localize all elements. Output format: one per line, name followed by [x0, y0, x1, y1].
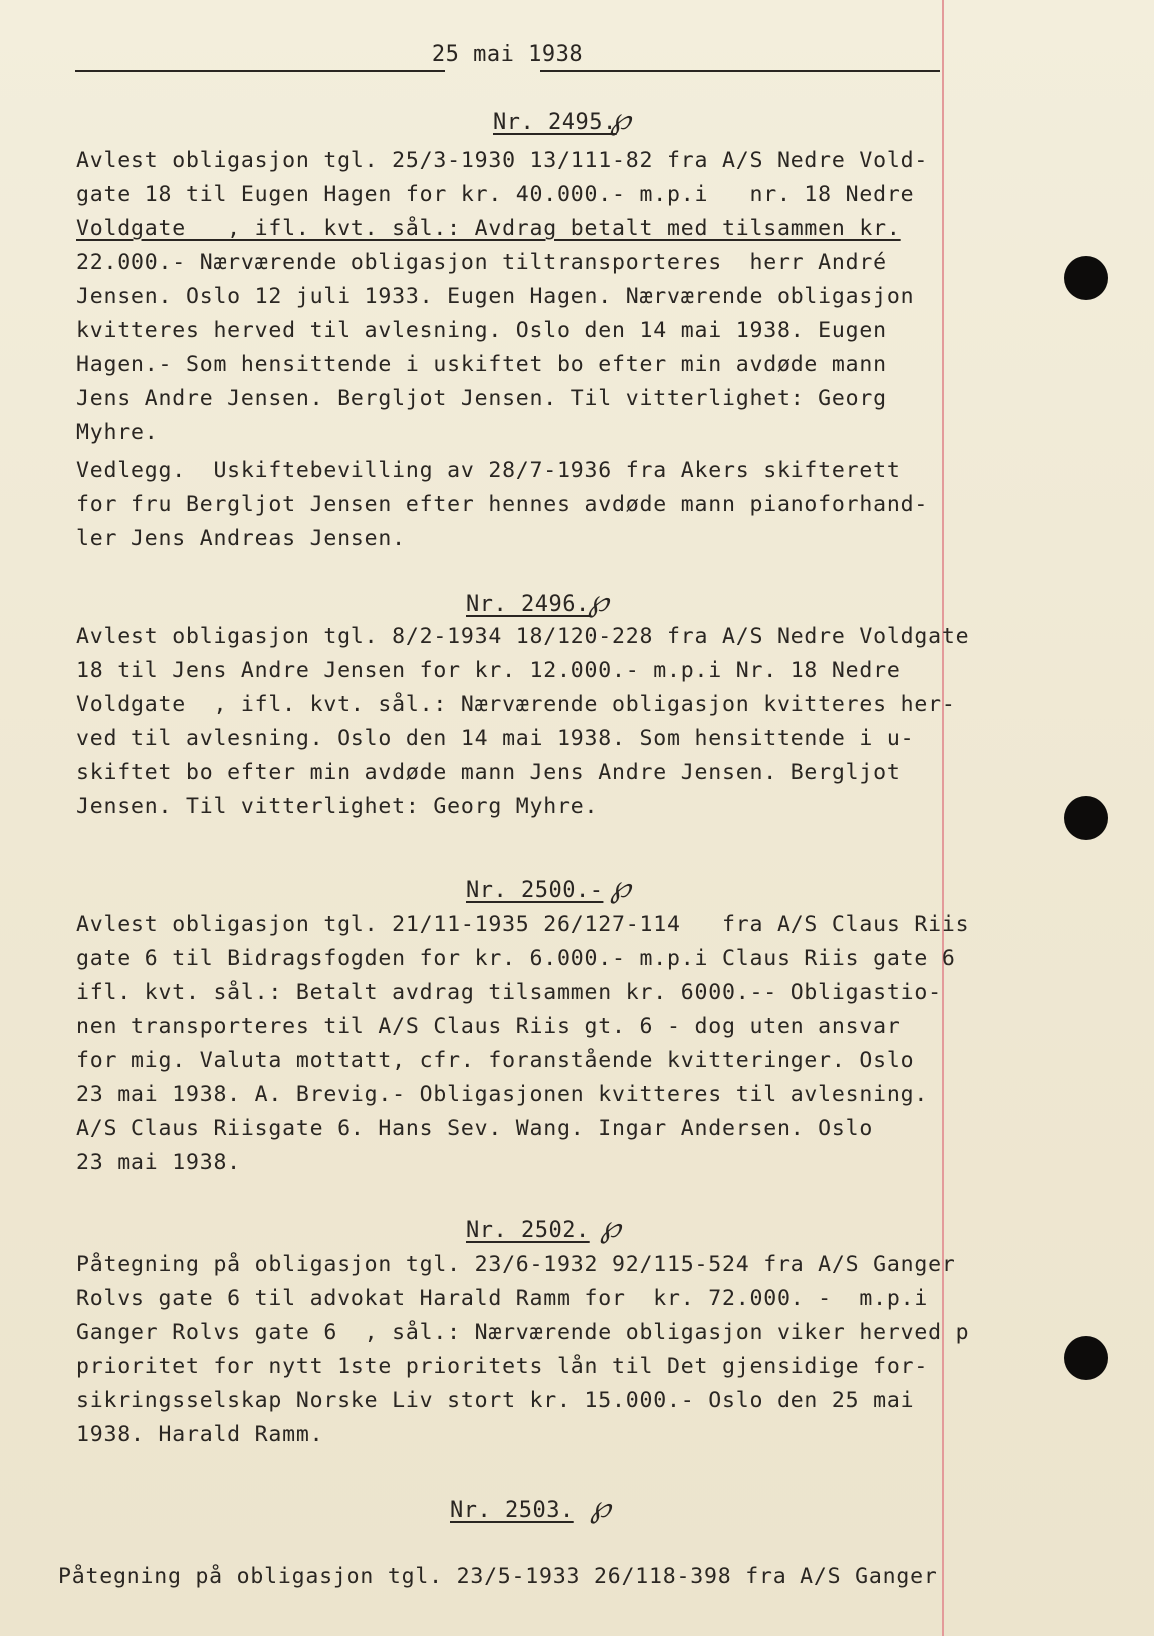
handwritten-initial-mark: ℘	[610, 102, 631, 137]
entry-title: Nr. 2502.	[466, 1218, 590, 1243]
text-line: 23 mai 1938.	[76, 1150, 241, 1175]
text-line: for mig. Valuta mottatt, cfr. foranstående kvitteringer. Oslo	[76, 1048, 915, 1073]
margin-rule	[942, 0, 944, 1636]
text-line: Rolvs gate 6 til advokat Harald Ramm for kr. 72.000. - m.p.i	[76, 1286, 929, 1311]
handwritten-initial-mark: ℘	[588, 584, 609, 619]
text-line: kvitteres herved til avlesning. Oslo den 14 mai 1938. Eugen	[76, 318, 887, 343]
text-line: Avlest obligasjon tgl. 21/11-1935 26/127-114 fra A/S Claus Riis	[76, 912, 970, 937]
handwritten-initial-mark: ℘	[600, 1210, 621, 1245]
header-rule	[540, 70, 940, 72]
entry-title: Nr. 2503.	[450, 1498, 574, 1523]
handwritten-initial-mark: ℘	[610, 870, 631, 905]
text-line: Avlest obligasjon tgl. 8/2-1934 18/120-228 fra A/S Nedre Voldgate	[76, 624, 970, 649]
text-line: Avlest obligasjon tgl. 25/3-1930 13/111-82 fra A/S Nedre Vold-	[76, 148, 929, 173]
punch-hole	[1064, 796, 1108, 840]
text-line: 18 til Jens Andre Jensen for kr. 12.000.- m.p.i Nr. 18 Nedre	[76, 658, 901, 683]
text-line: Voldgate , ifl. kvt. sål.: Nærværende obligasjon kvitteres her-	[76, 692, 956, 717]
text-line: Jensen. Oslo 12 juli 1933. Eugen Hagen. Nærværende obligasjon	[76, 284, 915, 309]
text-line: gate 18 til Eugen Hagen for kr. 40.000.- m.p.i nr. 18 Nedre	[76, 182, 915, 207]
text-line: prioritet for nytt 1ste prioritets lån til Det gjensidige for-	[76, 1354, 929, 1379]
text-line: ved til avlesning. Oslo den 14 mai 1938. Som hensittende i u-	[76, 726, 915, 751]
entry-title: Nr. 2496.	[466, 592, 590, 617]
text-line: Vedlegg. Uskiftebevilling av 28/7-1936 fra Akers skifterett	[76, 458, 901, 483]
text-line: ifl. kvt. sål.: Betalt avdrag tilsammen kr. 6000.-- Obligastio-	[76, 980, 942, 1005]
page-date: 25 mai 1938	[431, 42, 584, 67]
text-line: Ganger Rolvs gate 6 , sål.: Nærværende obligasjon viker herved p	[76, 1320, 970, 1345]
text-line: 23 mai 1938. A. Brevig.- Obligasjonen kvitteres til avlesning.	[76, 1082, 929, 1107]
text-line: skiftet bo efter min avdøde mann Jens Andre Jensen. Bergljot	[76, 760, 901, 785]
text-line: ler Jens Andreas Jensen.	[76, 526, 406, 551]
entry-title: Nr. 2495.	[493, 110, 617, 135]
text-line: gate 6 til Bidragsfogden for kr. 6.000.- m.p.i Claus Riis gate 6	[76, 946, 956, 971]
page-header	[75, 40, 940, 74]
punch-hole	[1064, 256, 1108, 300]
header-rule	[75, 70, 445, 72]
punch-hole	[1064, 1336, 1108, 1380]
text-line: for fru Bergljot Jensen efter hennes avdøde mann pianoforhand-	[76, 492, 929, 517]
text-line: A/S Claus Riisgate 6. Hans Sev. Wang. Ingar Andersen. Oslo	[76, 1116, 874, 1141]
text-line: 22.000.- Nærværende obligasjon tiltransporteres herr André	[76, 250, 887, 275]
text-line: 1938. Harald Ramm.	[76, 1422, 324, 1447]
text-line: Jensen. Til vitterlighet: Georg Myhre.	[76, 794, 599, 819]
text-line: Påtegning på obligasjon tgl. 23/5-1933 26/118-398 fra A/S Ganger	[58, 1564, 938, 1589]
text-line: Hagen.- Som hensittende i uskiftet bo efter min avdøde mann	[76, 352, 887, 377]
entry-title: Nr. 2500.-	[466, 878, 604, 903]
text-line: Jens Andre Jensen. Bergljot Jensen. Til vitterlighet: Georg	[76, 386, 887, 411]
text-line: Myhre.	[76, 420, 159, 445]
text-line: Påtegning på obligasjon tgl. 23/6-1932 92/115-524 fra A/S Ganger	[76, 1252, 956, 1277]
text-line: Voldgate , ifl. kvt. sål.: Avdrag betalt med tilsammen kr.	[76, 216, 901, 241]
handwritten-initial-mark: ℘	[590, 1490, 611, 1525]
text-line: sikringsselskap Norske Liv stort kr. 15.000.- Oslo den 25 mai	[76, 1388, 915, 1413]
text-line: nen transporteres til A/S Claus Riis gt. 6 - dog uten ansvar	[76, 1014, 901, 1039]
